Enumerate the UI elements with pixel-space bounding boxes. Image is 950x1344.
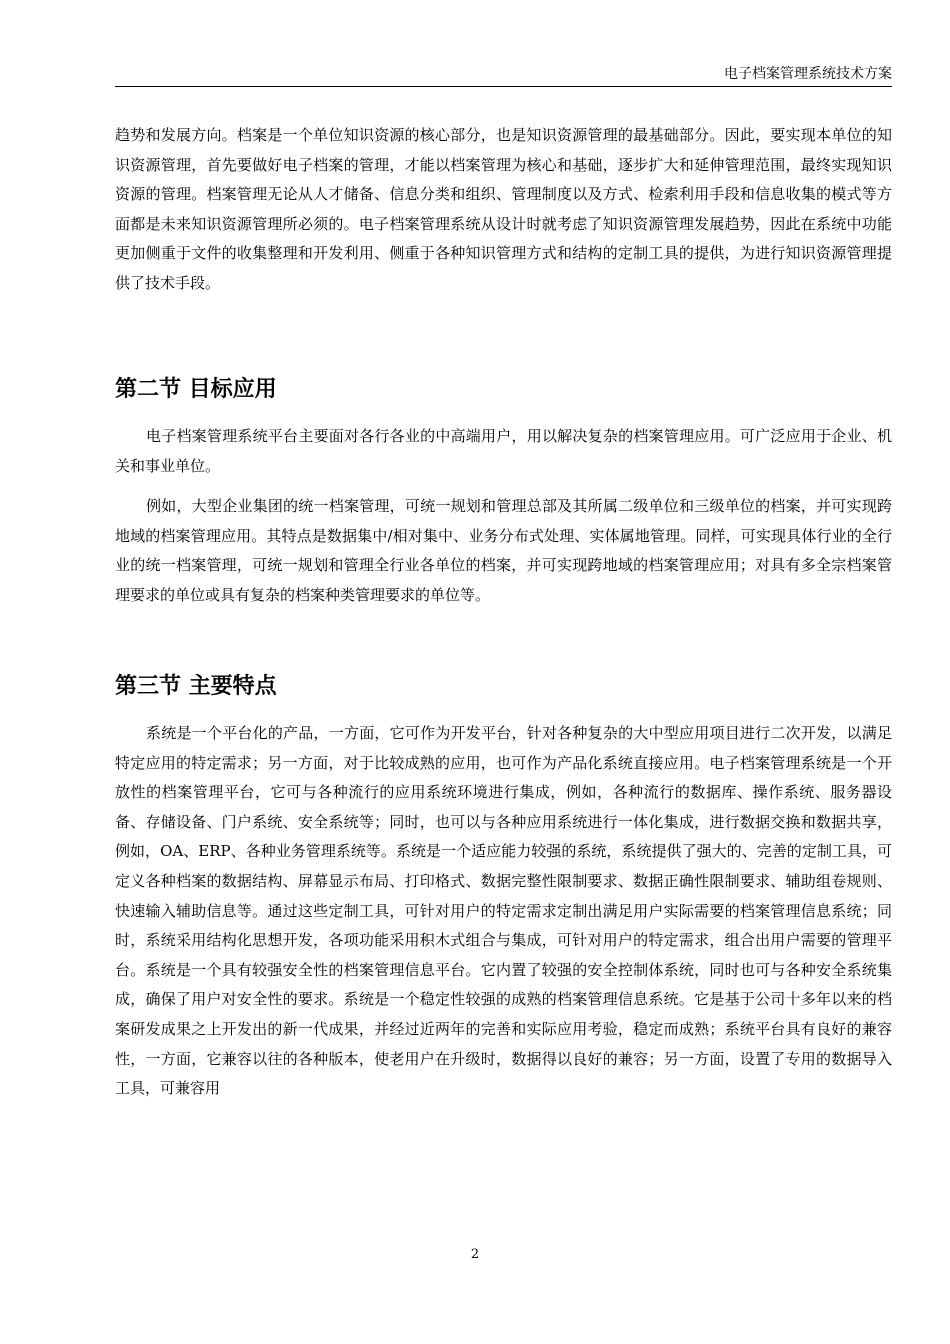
section-3-title: 第三节 主要特点 bbox=[115, 674, 277, 699]
page-header bbox=[115, 66, 892, 87]
section-2-title: 第二节 目标应用 bbox=[115, 377, 277, 402]
page-number: 2 bbox=[470, 1247, 480, 1262]
section-2-paragraph-1: 电子档案管理系统平台主要面对各行各业的中高端用户，用以解决复杂的档案管理应用。可广泛应用于企业、机关和事业单位。 bbox=[115, 427, 892, 475]
section-2-paragraph-2: 例如，大型企业集团的统一档案管理，可统一规划和管理总部及其所属二级单位和三级单位的档案，并可实现跨地域的档案管理应用。其特点是数据集中/相对集中、业务分布式处理、实体属地管理。同样，可实现具体行业的全行业的统一档案管理，可统一规划和管理全行业各单位的档案，并可实现跨地域的档案管理应用；对具有多全宗档案管理要求的单位或具有复杂的档案种类管理要求的单位等。 bbox=[115, 497, 892, 604]
intro-paragraph: 趋势和发展方向。档案是一个单位知识资源的核心部分，也是知识资源管理的最基础部分。因此，要实现本单位的知识资源管理，首先要做好电子档案的管理，才能以档案管理为核心和基础，逐步扩大和延伸管理范围，最终实现知识资源的管理。档案管理无论从人才储备、信息分类和组织、管理制度以及方式、检索利用手段和信息收集的模式等方面都是未来知识资源管理所必须的。电子档案管理系统从设计时就考虑了知识资源管理发展趋势，因此在系统中功能更加侧重于文件的收集整理和开发利用、侧重于各种知识管理方式和结构的定制工具的提供，为进行知识资源管理提供了技术手段。 bbox=[115, 126, 892, 292]
header-title: 电子档案管理系统技术方案 bbox=[724, 66, 892, 82]
section-3-paragraph-1: 系统是一个平台化的产品，一方面，它可作为开发平台，针对各种复杂的大中型应用项目进行二次开发，以满足特定应用的特定需求；另一方面，对于比较成熟的应用，也可作为产品化系统直接应用。电子档案管理系统是一个开放性的档案管理平台，它可与各种流行的应用系统环境进行集成，例如，各种流行的数据库、操作系统、服务器设备、存储设备、门户系统、安全系统等；同时，也可以与各种应用系统进行一体化集成，进行数据交换和数据共享，例如，OA、ERP、各种业务管理系统等。系统是一个适应能力较强的系统，系统提供了强大的、完善的定制工具，可定义各种档案的数据结构、屏幕显示布局、打印格式、数据完整性限制要求、数据正确性限制要求、辅助组卷规则、快速输入辅助信息等。通过这些定制工具，可针对用户的特定需求定制出满足用户实际需要的档案管理信息系统；同时，系统采用结构化思想开发，各项功能采用积木式组合与集成，可针对用户的特定需求，组合出用户需要的管理平台。系统是一个具有较强安全性的档案管理信息平台。它内置了较强的安全控制体系统，同时也可与各种安全系统集成，确保了用户对安全性的要求。系统是一个稳定性较强的成熟的档案管理信息系统。它是基于公司十多年以来的档案研发成果之上开发出的新一代成果，并经过近两年的完善和实际应用考验，稳定而成熟；系统平台具有良好的兼容性，一方面，它兼容以往的各种版本，使老用户在升级时，数据得以良好的兼容；另一方面，设置了专用的数据导入工具，可兼容用 bbox=[115, 724, 892, 1098]
